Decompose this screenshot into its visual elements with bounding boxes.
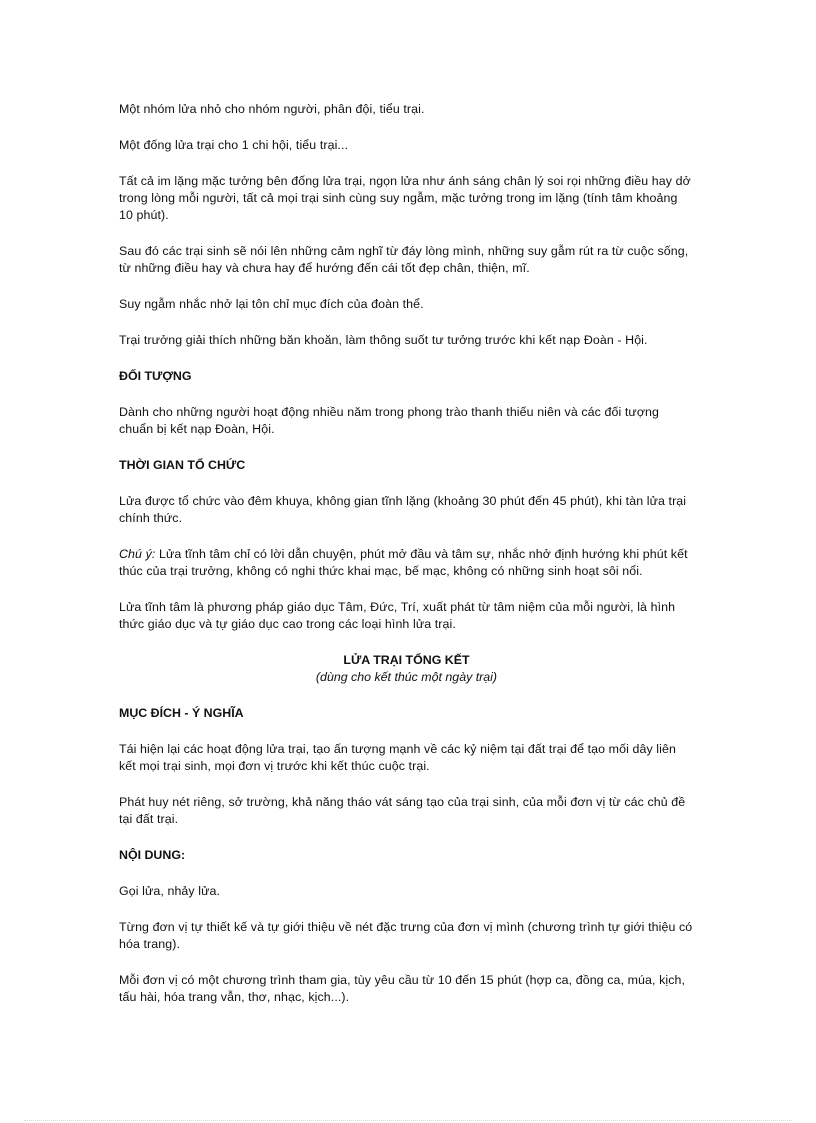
paragraph: Suy ngẫm nhắc nhở lại tôn chỉ mục đích của đoàn thể.	[119, 297, 424, 311]
paragraph: Phát huy nét riêng, sở trường, khả năng tháo vát sáng tạo của trại sinh, của mỗi đơn vị từ các chủ đề tại đất trại.	[119, 795, 686, 826]
section-heading-thoi-gian: THỜI GIAN TỔ CHỨC	[119, 458, 246, 472]
note-text: Lửa tĩnh tâm chỉ có lời dẫn chuyện, phút mở đầu và tâm sự, nhắc nhở định hướng khi phút kết thúc của trại trưởng, không có nghi thức khai mạc, bế mạc, không có những sinh hoạt sôi nổi.	[119, 547, 688, 578]
paragraph: Từng đơn vị tự thiết kế và tự giới thiệu về nét đặc trưng của đơn vị mình (chương trình tự giới thiệu có hóa trang).	[119, 920, 693, 951]
paragraph: Dành cho những người hoạt động nhiều năm trong phong trào thanh thiếu niên và các đối tượng chuẩn bị kết nạp Đoàn, Hội.	[119, 405, 660, 436]
paragraph: Một đống lửa trại cho 1 chi hội, tiểu trại...	[119, 138, 349, 152]
paragraph: Một nhóm lửa nhỏ cho nhóm người, phân đội, tiểu trại.	[119, 102, 425, 116]
note-label: Chú ý:	[119, 547, 156, 561]
document-page	[119, 101, 694, 1025]
page-bottom-divider	[24, 1120, 792, 1121]
section-title: LỬA TRẠI TỔNG KẾT	[343, 653, 470, 667]
paragraph: Tất cả im lặng mặc tưởng bên đống lửa trại, ngọn lửa như ánh sáng chân lý soi rọi những điều hay dở trong lòng mỗi người, tất cả mọi trại sinh cùng suy ngẫm, mặc tưởng trong im lặng (tính tâm khoảng 10 phút).	[119, 174, 691, 222]
paragraph: Sau đó các trại sinh sẽ nói lên những cảm nghĩ từ đáy lòng mình, những suy gẫm rút ra từ cuộc sống, từ những điều hay và chưa hay để hướng đến cái tốt đẹp chân, thiện, mĩ.	[119, 244, 689, 275]
paragraph: Lửa được tổ chức vào đêm khuya, không gian tĩnh lặng (khoảng 30 phút đến 45 phút), khi tàn lửa trại chính thức.	[119, 494, 687, 525]
paragraph: Lửa tĩnh tâm là phương pháp giáo dục Tâm, Đức, Trí, xuất phát từ tâm niệm của mỗi người, là hình thức giáo dục và tự giáo dục cao trong các loại hình lửa trại.	[119, 600, 676, 631]
paragraph: Gọi lửa, nhảy lửa.	[119, 884, 221, 898]
note-paragraph	[119, 546, 694, 580]
section-title-block	[119, 652, 694, 686]
section-heading-muc-dich: MỤC ĐÍCH - Ý NGHĨA	[119, 706, 244, 720]
section-heading-doi-tuong: ĐỐI TƯỢNG	[119, 369, 192, 383]
paragraph: Mỗi đơn vị có một chương trình tham gia, tùy yêu cầu từ 10 đến 15 phút (hợp ca, đồng ca, múa, kịch, tấu hài, hóa trang vẫn, thơ, nhạc, kịch...).	[119, 973, 686, 1004]
section-subtitle: (dùng cho kết thúc một ngày trại)	[315, 670, 498, 684]
section-heading-noi-dung: NỘI DUNG:	[119, 848, 186, 862]
paragraph: Tái hiện lại các hoạt động lửa trại, tạo ấn tượng mạnh về các kỷ niệm tại đất trại để tạo mối dây liên kết mọi trại sinh, mọi đơn vị trước khi kết thúc cuộc trại.	[119, 742, 676, 773]
paragraph: Trại trưởng giải thích những băn khoăn, làm thông suốt tư tưởng trước khi kết nạp Đoàn - Hội.	[119, 333, 648, 347]
